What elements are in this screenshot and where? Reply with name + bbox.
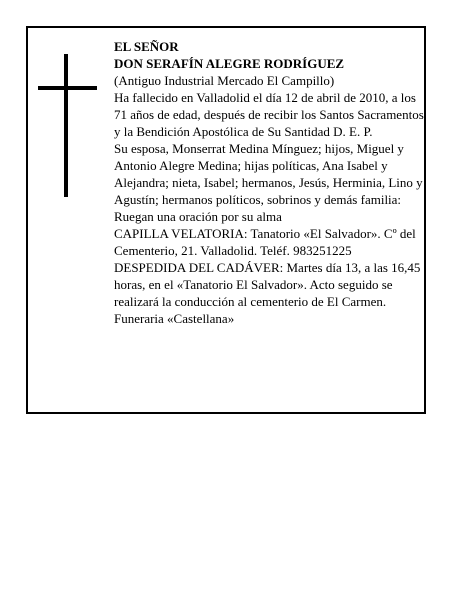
deceased-name: DON SERAFÍN ALEGRE RODRÍGUEZ — [114, 56, 345, 71]
farewell-info: DESPEDIDA DEL CADÁVER: Martes día 13, a las 16,45 horas, en el «Tanatorio El Salvador». Acto seguido se realizará la conducción al cementerio de El Carmen. — [114, 260, 421, 309]
subtitle: (Antiguo Industrial Mercado El Campillo) — [114, 73, 335, 88]
cross-vertical-bar — [64, 54, 68, 197]
chapel-info: CAPILLA VELATORIA: Tanatorio «El Salvador». Cº del Cementerio, 21. Valladolid. Teléf. 983251225 — [114, 226, 416, 258]
obituary-text — [114, 38, 430, 327]
prayer-request: Ruegan una oración por su alma — [114, 209, 282, 224]
family-list: Su esposa, Monserrat Medina Mínguez; hijos, Miguel y Antonio Alegre Medina; hijas políticas, Ana Isabel y Alejandra; nieta, Isabel; hermanos, Jesús, Herminia, Lino y Agustín; hermanos políticos, sobrinos y demás familia: — [114, 141, 423, 207]
heading-title: EL SEÑOR — [114, 39, 179, 54]
funeral-home: Funeraria «Castellana» — [114, 311, 235, 326]
cross-horizontal-bar — [38, 86, 97, 90]
death-announcement: Ha fallecido en Valladolid el día 12 de abril de 2010, a los 71 años de edad, después de recibir los Santos Sacramentos y la Bendición Apostólica de Su Santidad D. E. P. — [114, 90, 424, 139]
